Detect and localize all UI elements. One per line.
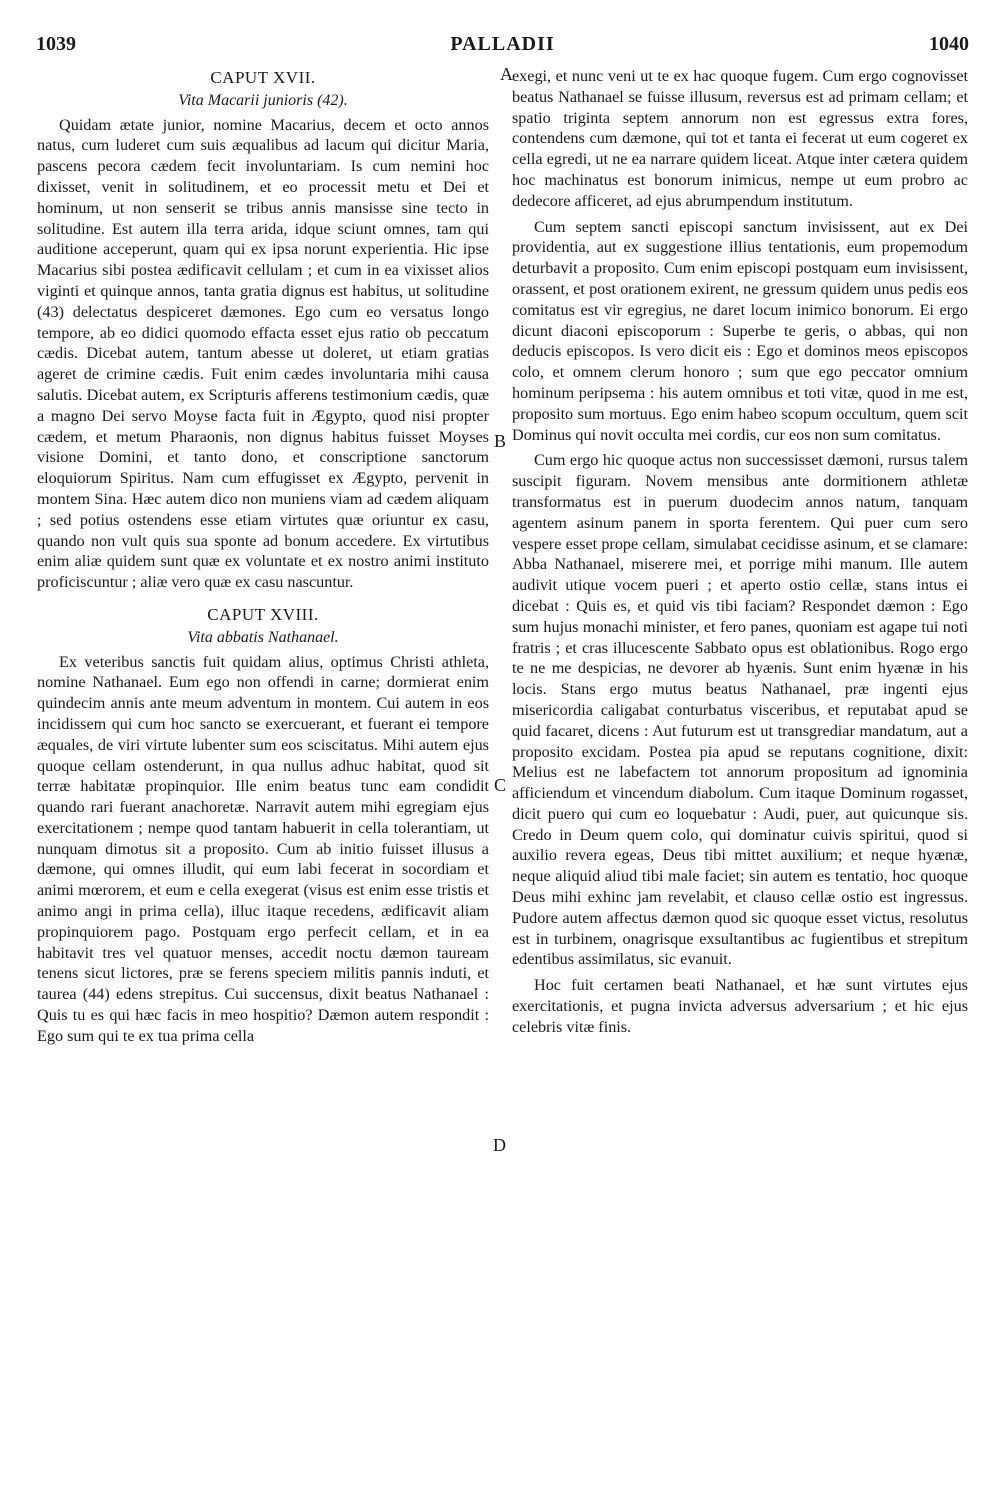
right-paragraph-demon-boy: Cum ergo hic quoque actus non successisset dæmoni, rursus talem suscipit figuram. Novem mensibus ante dormitionem athletæ transformatus est in puerum duodecim annos natum, tanquam agentem asinum panem in sporta ferentem. Qui puer cum sero vespere esset prope cellam, simulabat cecidisse asinum, et se clamare: Abba Nathanael, miserere mei, et porrige mihi manum. Ille autem audivit utique vocem pueri ; et aperto ostio cellæ, stans intus ei dicebat : Quis es, et quid vis tibi faciam? Respondet dæmon : Ego sum hujus monachi minister, et fero panes, quoniam est agape tui noti fratris ; et cras illucescente Sabbato opus est oblationibus. Rogo ergo te ne me despicias, ne devorer ab hyænis. Sunt enim hyænæ in his locis. Stans ergo mutus beatus Nathanael, præ ingenti ejus misericordia caligabat conturbatus visceribus, et reputabat apud se quid facaret, dicens : Aut futurum est ut transgrediar mandatum, aut a proposito excidam. Postea pia apud se reputans cognitione, dixit: Melius est ne labefactem tot annorum propositum ad ignominia afficiendum et vincendum diabolum. Cum itaque Dominum rogasset, dicit puero qui cum eo loquebatur : Audi, puer, aut quicunque sis. Credo in Deum quem colo, qui dominatur cuivis spiritui, quod si auxilio revera egeas, Deus tibi mittet auxilium; et neque hyænæ, neque aliquid aliud tibi male faciet; sin autem es tentatio, hoc quoque Deus mihi exhinc jam revelabit, et clauso cellæ ostio est ingressus. Pudore autem affectus dæmon quod sic quoque esset victus, resolutus est in turbinem, onagrisque exsultantibus ac fugientibus et strepitum edentibus assimilatus, sic evanuit. — [512, 451, 968, 969]
right-paragraph-conclusion: Hoc fuit certamen beati Nathanael, et hæ sunt virtutes ejus exercitationis, et pugna invicta adversus adversarium ; et hic ejus celebris vitæ finis. — [512, 976, 968, 1036]
right-paragraph-continuation: exegi, et nunc veni ut te ex hac quoque fugem. Cum ergo cognovisset beatus Nathanael se fuisse illusum, reversus est ad primam cellam; et spatio triginta septem annorum non est egressus extra fores, contendens cum dæmone, qui tot et tanta ei fecerat ut eum cogeret ex cella egredi, ut ne ea narrare quidem liceat. Atque inter cætera quidem hoc machinatus est bonorum inimicus, nempe ut eum probro ac dedecore afficeret, ad ejus abrumpendum institutum. — [512, 67, 968, 210]
page-number-left: 1039 — [36, 33, 76, 55]
chapter-17-paragraph: Quidam ætate junior, nomine Macarius, decem et octo annos natus, cum luderet cum suis æqualibus ad lacum qui dicitur Maria, pascens pecora cædem fecit involuntariam. Is cum nemini hoc dixisset, venit in solitudinem, et eo processit metu et Dei et hominum, ut non senserit se tribus annis mansisse sine tecto in solitudine. Est autem illa terra arida, idque sciunt omnes, tam qui auditione acceperunt, quam qui ex ipsa norunt experientia. Hic ipse Macarius sibi postea ædificavit cellulam ; et cum in ea vixisset alios viginti et quinque annos, tanta gratia dignus est habitus, ut solitudine (43) delectatus despiceret dæmones. Ego cum eo versatus longo tempore, ab eo didici quomodo effacta esset ejus ratio ob peccatum cædis. Dicebat autem, tantum abesse ut doleret, ut etiam gratias ageret de crimine cædis. Fuit enim cædes involuntaria mihi causa salutis. Dicebat autem, ex Scripturis afferens testimonium cædis, quæ a magno Dei servo Moyse facta fuit in Ægypto, quod nisi propter cædem, et metum Pharaonis, non dignus habitus fuisset Moyses visione Domini, et tanto dono, et conscriptione sanctorum eloquiorum Spiritus. Nam cum effugisset ex Ægypto, pervenit in montem Sina. Hæc autem dico non muniens viam ad cædem aliquam ; sed potius ostendens esse etiam virtutes quæ oriuntur ex casu, quando non vult quis sua sponte ad bonum accedere. Ex virtutibus enim aliæ quidem sunt quæ ex voluntate et ex nostro animi instituto proficiscuntur ; aliæ vero quæ ex casu nascuntur. — [37, 115, 489, 592]
page-number-right: 1040 — [929, 33, 969, 55]
right-column — [512, 66, 968, 1038]
chapter-17-title: CAPUT XVII. — [210, 68, 316, 87]
left-column — [37, 66, 489, 1047]
running-title: PALLADII — [450, 33, 555, 55]
section-marker-c: C — [494, 775, 507, 795]
page-header — [36, 33, 969, 59]
right-paragraph-bishops: Cum septem sancti episcopi sanctum invisissent, aut ex Dei providentia, aut ex suggestione illius tentationis, eum propemodum deturbavit a proposito. Cum enim episcopi postquam eum invisissent, orassent, et post orationem exirent, ne gressum quidem unus pedis eos comitatus est vir egregius, ne daret locum inimico bonorum. Ei ergo dicunt diaconi episcoporum : Superbe te geris, o abbas, qui non deducis episcopos. Is vero dicit eis : Ego et dominos meos episcopos colo, et omnem clerum honoro ; sum que ego peccator omnium hominum peripsema : his autem omnibus et toti vitæ, quod in me est, proposito sum mortuus. Ego enim habeo scopum occultum, quem scit Dominus qui novit occulta mei cordis, cur eos non sum comitatus. — [512, 217, 968, 444]
chapter-17-subtitle: Vita Macarii junioris (42). — [178, 91, 348, 109]
chapter-18-title: CAPUT XVIII. — [207, 604, 319, 624]
section-marker-b: B — [494, 431, 507, 451]
section-marker-a: A — [500, 64, 513, 84]
section-marker-d: D — [493, 1135, 506, 1155]
chapter-18-subtitle: Vita abbatis Nathanael. — [187, 628, 339, 646]
chapter-18-paragraph: Ex veteribus sanctis fuit quidam alius, optimus Christi athleta, nomine Nathanael. Eum ego non offendi in carne; dormierat enim quindecim annis ante meum adventum in montem. Cui autem in eos incidissem qui cum hoc sancto se exercuerant, et fuerant ei tempore æquales, de viri virtute lubenter sum eos sciscitatus. Mihi autem ejus quoque cellam ostenderunt, in qua nullus adhuc habitat, quod sit terræ habitatæ propinquior. Ille enim beatus tunc eam condidit quando rari fuerant anachoretæ. Narravit autem mihi egregiam ejus exercitationem ; nempe quod tantam habuerit in cella tolerantiam, ut nunquam dimotus sit a proposito. Cum ab initio fuisset illusus a dæmone, qui omnes illudit, qui eum labi fecerat in socordiam et animi mœrorem, et eum e cella exegerat (visus est enim esse tristis et animo angi in prima cella), illuc itaque recedens, ædificavit aliam propinquiorem pago. Postquam ergo perfecit cellam, et in ea habitavit tres vel quatuor menses, accedit noctu dæmon tauream tenens sicut lictores, præ se ferens speciem militis pannis induti, et taurea (44) edens strepitus. Cui succensus, dixit beatus Nathanael : Quis tu es qui hæc facis in meo hospitio? Dæmon autem respondit : Ego sum qui te ex tua prima cella — [37, 652, 489, 1045]
